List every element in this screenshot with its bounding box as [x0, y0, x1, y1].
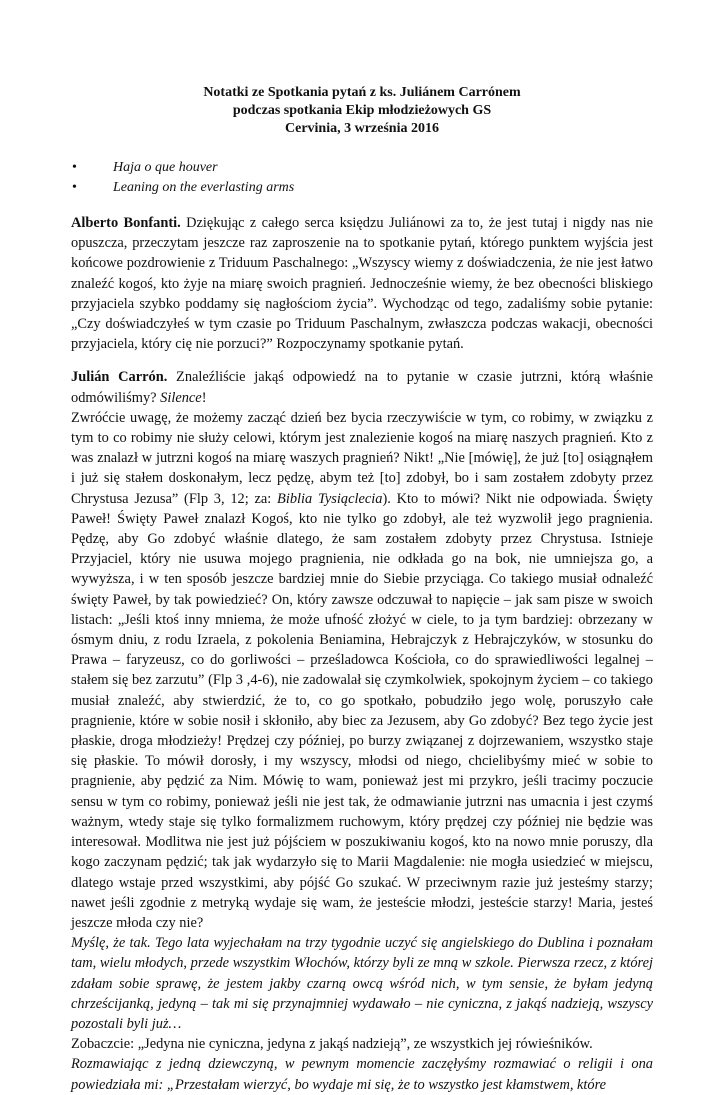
- song-item: • Leaning on the everlasting arms: [71, 178, 653, 198]
- song-list: [71, 158, 653, 198]
- title-line-1: Notatki ze Spotkania pytań z ks. Juliánem Carrónem: [203, 85, 521, 100]
- bible-citation: Biblia Tysiąclecia: [277, 490, 383, 507]
- testimony-text: Myślę, że tak. Tego lata wyjechałam na trzy tygodnie uczyć się angielskiego do Dublina i poznałam tam, wielu młodych, przede wszystkim Włochów, którzy byli ze mną w szkole. Pierwsza rzecz, z której zdałam sobie sprawę, że jestem jakby czarną owcą wśród nich, w tym sensie, że byłam jedyną chrześcijanką, jedyną – tak mi się przynajmniej wydawało – nie cyniczna, z jakąś nadzieją, wszyscy pozostali byli już…: [71, 935, 653, 1032]
- comment-text: Zobaczcie: „Jedyna nie cyniczna, jedyna z jakąś nadzieją”, ze wszystkich jej rówieśników.: [71, 1036, 593, 1053]
- song-item: • Haja o que houver: [71, 158, 653, 178]
- silence-note: Silence: [160, 389, 202, 406]
- punctuation: !: [201, 389, 207, 406]
- title-line-3: Cervinia, 3 września 2016: [285, 121, 439, 136]
- speaker-name: Julián Carrón.: [71, 369, 168, 386]
- speaker-name: Alberto Bonfanti.: [71, 215, 181, 231]
- testimony-paragraph: [71, 933, 653, 1034]
- intro-text: Dziękując z całego serca księdzu Juliánowi za to, że jest tutaj i nigdy nas nie opuszcza, przeczytam jeszcze raz zaproszenie na to spotkanie pytań, którego punktem wyjścia jest końcowe pozdrowienie z Triduum Paschalnego: „Wszyscy wiemy z doświadczenia, że nie jest łatwo znaleźć kogoś, kto żyje na miarę swoich pragnień. Jednocześnie wiemy, że bez obecności bliskiego przyjaciela szybko poddamy się nagłościom życia”. Wychodząc od tego, zadaliśmy sobie pytanie: „Czy doświadczyłeś w tym czasie po Triduum Paschalnym, zwłaszcza podczas wakacji, obecności przyjaciela, który cię nie porzuci?” Rozpoczynamy spotkanie pytań.: [71, 215, 653, 353]
- carron-question: Znaleźliście jakąś odpowiedź na to pytanie w czasie jutrzni, którą właśnie odmówiliśmy?: [71, 369, 653, 406]
- title-line-2: podczas spotkania Ekip młodzieżowych GS: [232, 103, 492, 118]
- carron-comment: [71, 1034, 653, 1054]
- intro-paragraph: [71, 213, 653, 354]
- carron-paragraph: [71, 367, 653, 407]
- document-title: [71, 84, 653, 138]
- carron-body: [71, 408, 653, 933]
- carron-body-text: Zwróćcie uwagę, że możemy zacząć dzień bez bycia rzeczywiście w tym, co robimy, w związku z tym to co robimy nie służy celowi, którym jest znalezienie kogoś na miarę naszych pragnień. Kto z was znalazł w jutrzni kogoś na miarę waszych pragnień? Nikt! „Nie [mówię], że już [to] osiągnąłem i już się stałem doskonałym, lecz pędzę, abym też [to] zdobył, bo i sam zostałem zdobyty przez Chrystusa Jezusa” (Flp 3, 12; za:: [71, 409, 653, 507]
- carron-body-text: ). Kto to mówi? Nikt nie odpowiada. Święty Paweł! Święty Paweł znalazł Kogoś, kto nie tylko go zdobył, ale też wyzwolił jego pragnienia. Pędzę, aby Go zdobyć właśnie dlatego, że sam zostałem zdobyty przez Chrystusa. Istnieje Przyjaciel, który nie usuwa mojego pragnienia, nie odkłada go na bok, nie umniejsza go, a wywyższa, i w ten sposób jeszcze bardziej mnie do Siebie przyciąga. Co takiego musiał odnaleźć święty Paweł, by tak powiedzieć? On, który zawsze odczuwał to napięcie – jak sam pisze w swoich listach: „Jeśli ktoś inny mniema, że może ufność złożyć w ciele, to ja tym bardziej: obrzezany w ósmym dniu, z rodu Izraela, z pokolenia Beniamina, Hebrajczyk z Hebrajczyków, w stosunku do Prawa – faryzeusz, co do gorliwości – prześladowca Kościoła, co do sprawiedliwości legalnej – stałem się bez zarzutu” (Flp 3 ,4-6), nie zadowalał się czymkolwiek, spokojnym życiem – co takiego musiał znaleźć, aby stwierdzić, że to, co go spotkało, pobudziło jego wolę, poruszyło całe pragnienie, które w sobie nosił i skłoniło, aby biec za Jezusem, aby Go zdobyć? Bez tego życie jest płaskie, droga młodzieży! Prędzej czy później, po burzy związanej z dojrzewaniem, wszystko staje się płaskie. To mówił dorosły, i my wszyscy, młodsi od niego, chcielibyśmy mieć w sobie to pragnienie, aby pędzić za Nim. Mówię to wam, ponieważ jest mi przykro, jeśli tracimy poczucie sensu w tym co robimy, ponieważ jeśli nie jest tak, że odmawianie jutrzni nas umacnia i jest czymś ważnym, wtedy staje się tylko formalizmem ruchowym, który prędzej czy później nie będzie was interesował. Modlitwa nie jest już pójściem w poszukiwaniu kogoś, kto na nowo mnie poruszy, dla kogo zaczynam pędzić; tak jak wydarzyło się to Marii Magdalenie: nie mogła usiedzieć w miejscu, dlatego wstaje przed wszystkimi, aby pójść Go szukać. W przeciwnym razie już jesteśmy starzy; nawet jeśli zgodnie z metryką wydaje się wam, że jesteście młodzi, jesteście starzy! Maria, jesteś jeszcze młoda czy nie?: [71, 490, 654, 931]
- document-page: [71, 84, 653, 1095]
- testimony-paragraph: [71, 1054, 653, 1094]
- testimony-text: Rozmawiając z jedną dziewczyną, w pewnym momencie zaczęłyśmy rozmawiać o religii i ona powiedziała mi: „Przestałam wierzyć, bo wydaje mi się, że to wszystko jest kłamstwem, które: [71, 1056, 653, 1093]
